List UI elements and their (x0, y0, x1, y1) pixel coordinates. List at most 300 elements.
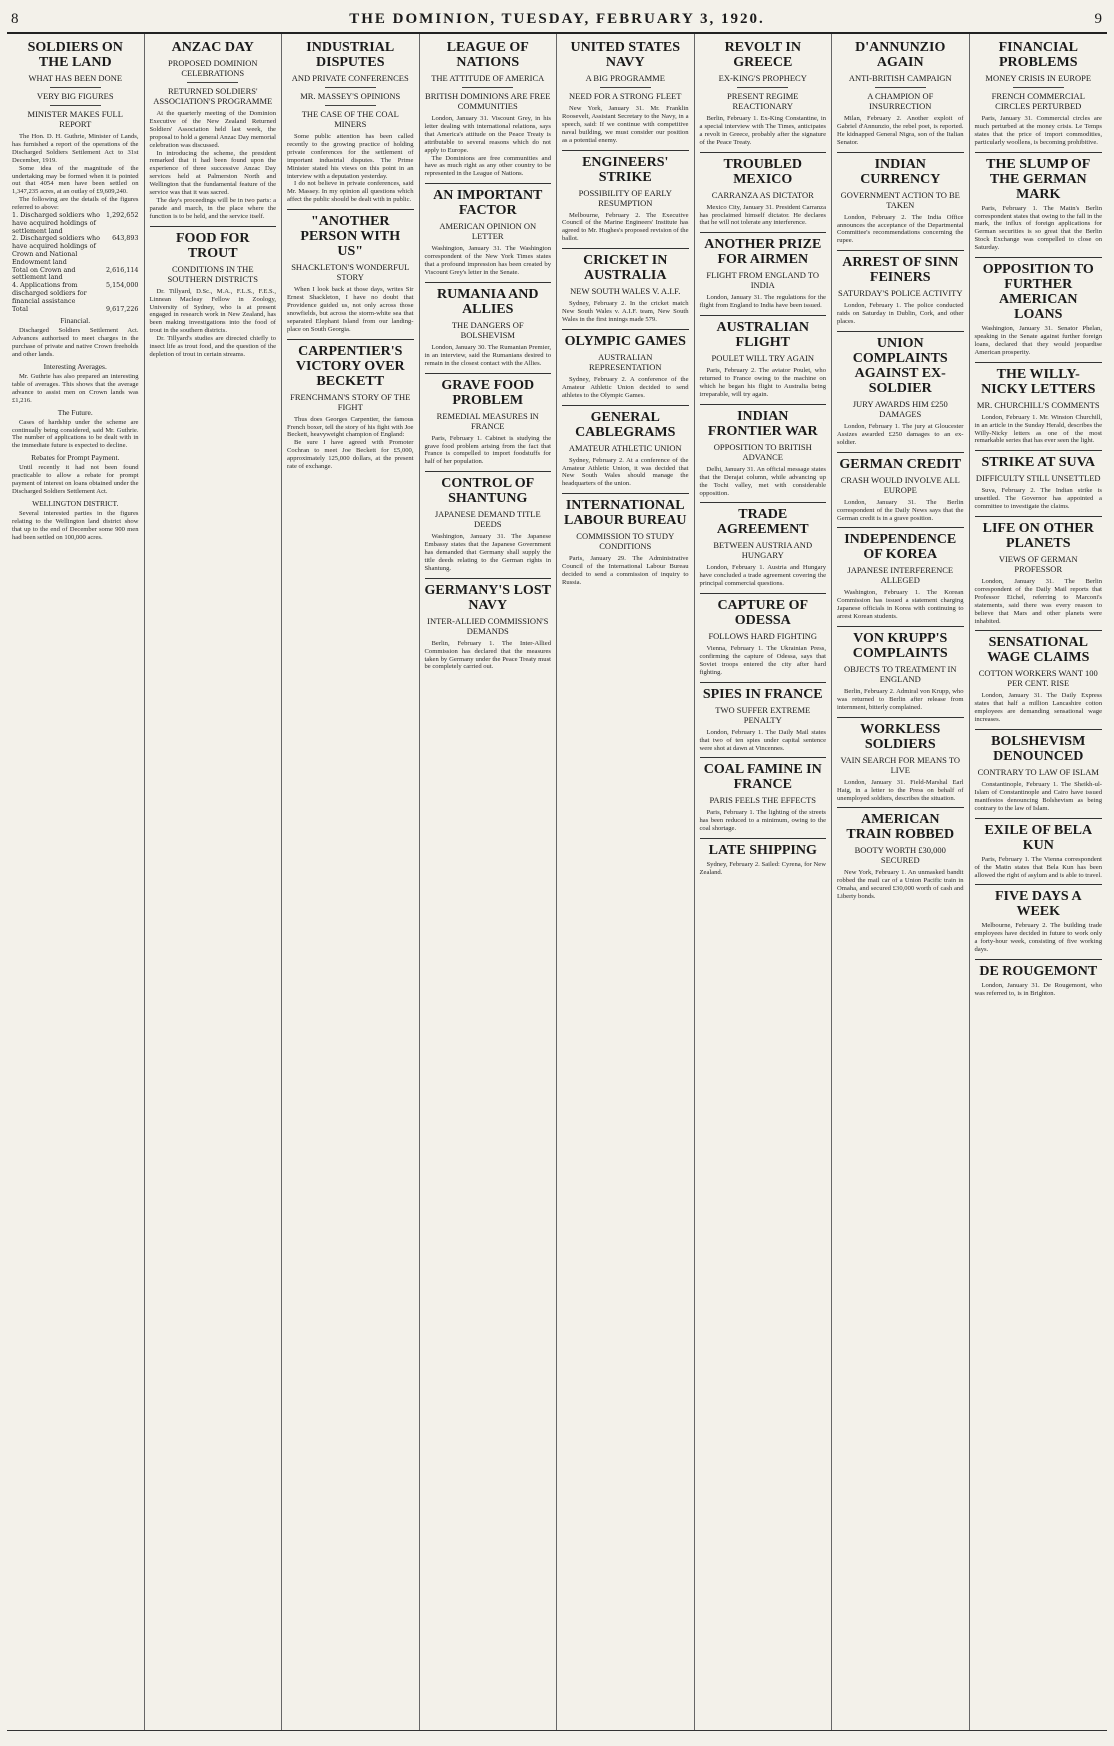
article-subhead: A CHAMPION OF INSURRECTION (867, 91, 934, 111)
article-headline: STRIKE AT SUVA (981, 455, 1096, 471)
article-subhead: VAIN SEARCH FOR MEANS TO LIVE (840, 754, 960, 775)
article (837, 250, 964, 326)
article-divider (837, 331, 964, 332)
article-subhead: FRENCH COMMERCIAL CIRCLES PERTURBED (991, 91, 1085, 111)
article (287, 209, 414, 333)
section-heading: Financial. (60, 316, 91, 326)
article (837, 626, 964, 712)
article-divider (700, 502, 827, 503)
article-body (975, 325, 1103, 357)
column-3 (282, 34, 420, 1730)
paragraph: Discharged Soldiers Settlement Act. Advances authorised to meet charges in the purchase of private and native Crown freeholds and other lands. (12, 327, 139, 359)
paragraph: The Hon. D. H. Guthrie, Minister of Lands, has furnished a report of the operations of the Discharged Soldiers Settlement Act to 31st December, 1919. (12, 133, 139, 164)
article-headline: INDIAN CURRENCY (860, 156, 941, 187)
article-body (562, 105, 689, 145)
section-heading: Interesting Averages. (43, 362, 107, 372)
article-divider (975, 450, 1103, 451)
subhead-rule (737, 87, 788, 88)
article-divider (287, 209, 414, 210)
article (975, 40, 1103, 147)
article-headline: OLYMPIC GAMES (564, 333, 686, 349)
masthead-title: THE DOMINION, TUESDAY, FEBRUARY 3, 1920. (349, 11, 765, 27)
article-divider (975, 884, 1103, 885)
paragraph: Berlin, February 1. The Inter-Allied Commission has declared that the measures taken by Germany under the Peace Treaty must be completely carried out. (424, 639, 551, 671)
paragraph: Paris, January 31. Commercial circles are much perturbed at the money crisis. Le Temps states that the price of import commodities, particularly woollens, is becoming prohibitive. (974, 115, 1102, 146)
article-headline: D'ANNUNZIO AGAIN (855, 40, 946, 70)
article-body (425, 435, 552, 467)
article-divider (700, 757, 827, 758)
article (975, 729, 1103, 813)
article-divider (425, 282, 552, 283)
article-divider (700, 838, 827, 839)
paragraph: London, February 2. The India Office announces the acceptance of the Departmental Committee's recommendations concerning the rupee. (837, 213, 964, 245)
article-headline: WORKLESS SOLDIERS (860, 721, 941, 752)
article-body (700, 294, 827, 310)
article-divider (700, 404, 827, 405)
column-1 (7, 34, 145, 1730)
article-headline: LATE SHIPPING (708, 843, 817, 859)
article-divider (425, 471, 552, 472)
article (700, 502, 827, 588)
article-subhead: BRITISH DOMINIONS ARE FREE COMMUNITIES (425, 91, 551, 111)
paragraph: The Dominions are free communities and have as much right as any other country to be represented in the League of Nations. (424, 154, 551, 178)
article-headline: OPPOSITION TO FURTHER AMERICAN LOANS (982, 262, 1094, 323)
article-subhead: BOOTY WORTH £30,000 SECURED (854, 845, 946, 866)
paragraph: Delhi, January 31. An official message states that the Derajat column, while advancing up the Tochi valley, met with considerable opposition. (699, 465, 826, 497)
article-subhead: MINISTER MAKES FULL REPORT (27, 109, 123, 129)
article-body (975, 578, 1103, 625)
article-subhead: BETWEEN AUSTRIA AND HUNGARY (713, 540, 813, 561)
paragraph: Berlin, February 1. Ex-King Constantine, in a special interview with The Times, anticipates a revolt in Greece, probably after the signature of the Peace Treaty. (699, 115, 826, 146)
paragraph: London, February 1. The police conducted raids on Saturday in Dublin, Cork, and other places. (837, 302, 964, 326)
article-headline: INDUSTRIAL DISPUTES (306, 40, 395, 70)
article-body (837, 688, 964, 712)
page-number-left: 8 (11, 11, 20, 27)
article-body (975, 922, 1103, 954)
article-body (425, 245, 552, 277)
article-divider (287, 339, 414, 340)
article-subhead: POSSIBILITY OF EARLY RESUMPTION (578, 187, 672, 208)
article-body (562, 212, 689, 244)
paragraph: London, February 1. Mr. Winston Churchill, in an article in the Sunday Herald, describes the Willy-Nicky letters as one of the most remarkable series that has ever seen the light. (974, 413, 1102, 445)
article-divider (700, 315, 827, 316)
table-label: 4. Applications from discharged soldiers for financial assistance (12, 281, 87, 305)
article (150, 40, 277, 221)
article-headline: INDIAN FRONTIER WAR (707, 408, 818, 439)
article (837, 331, 964, 447)
article (562, 40, 689, 145)
article-subhead: NEW SOUTH WALES V. A.I.F. (570, 286, 681, 297)
paragraph: Washington, February 1. The Korean Commission has issued a statement charging Japanese officials in Korea with continuing to arrest Korean students. (837, 589, 964, 621)
paragraph: Washington, January 31. Senator Phelan, speaking in the Senate against further foreign loans, declared that they would jeopardise American prosperity. (974, 325, 1102, 356)
article-divider (150, 226, 277, 227)
article (975, 959, 1103, 998)
article (975, 630, 1103, 724)
subhead-rule (187, 82, 238, 83)
article-headline: LIFE ON OTHER PLANETS (982, 521, 1094, 552)
article-divider (425, 578, 552, 579)
paragraph: London, February 1. The Daily Mail states that two of ten spies under capital sentence were shot at dawn at Vincennes. (699, 728, 826, 752)
paragraph: In introducing the scheme, the president remarked that it had been found upon the experience of three successive Anzac Day services held at Palmerston North and Wellington that the fundamental feature of the service was that it was sacred. (149, 149, 276, 197)
section-heading: WELLINGTON DISTRICT. (32, 498, 119, 508)
article-divider (700, 152, 827, 153)
article (837, 807, 964, 901)
article-headline: THE WILLY-NICKY LETTERS (981, 366, 1096, 397)
article-body (700, 861, 827, 877)
article-subhead: AND PRIVATE CONFERENCES (291, 73, 409, 83)
article-body (425, 640, 552, 672)
article-subhead: THE ATTITUDE OF AMERICA (431, 73, 545, 83)
article-divider (837, 807, 964, 808)
article (425, 373, 552, 467)
article (975, 257, 1103, 357)
article-body (837, 779, 964, 803)
paragraph: London, January 31. The Daily Express states that half a million Lancashire cotton employees are demanding sensational wage increases. (974, 692, 1102, 724)
paragraph: Melbourne, February 2. The building trade employees have decided in future to work only a forty-hour week, consisting of five working days. (974, 922, 1102, 954)
article-subhead: INTER-ALLIED COMMISSION'S DEMANDS (427, 615, 549, 636)
article-subhead: NEED FOR A STRONG FLEET (569, 91, 682, 101)
article-body (975, 205, 1103, 252)
article-headline: BOLSHEVISM DENOUNCED (991, 734, 1086, 765)
paragraph: London, January 31. The Berlin correspondent of the Daily Mail reports that Professor Eichel, referring to Marconi's statements, said there was every reason to believe that Mars and other planets were inhabited. (974, 578, 1102, 625)
column-4 (420, 34, 558, 1730)
article-divider (837, 717, 964, 718)
paragraph: Paris, February 1. Cabinet is studying the grave food problem arising from the fact that France is compelled to import foodstuffs for half of her population. (424, 434, 551, 466)
paragraph: Cases of hardship under the scheme are continually being considered, said Mr. Guthrie. The number of applications to be dealt with in the immediate future is expected to decline. (12, 418, 139, 450)
paragraph: Suva, February 2. The Indian strike is unsettled. The Governor has appointed a committee to investigate the claims. (974, 487, 1102, 511)
paragraph: At the quarterly meeting of the Dominion Executive of the New Zealand Returned Soldiers' Association held last week, the proposal to hold a general Anzac Day memorial celebration was discussed. (149, 110, 276, 149)
paragraph: Until recently it had not been found practicable to allow a rebate for prompt payment of interest on loans obtained under the Discharged Soldiers Settlement Act. (12, 464, 139, 496)
article-subhead: AMERICAN OPINION ON LETTER (439, 221, 537, 242)
article-body (12, 133, 139, 212)
article-body (975, 856, 1103, 880)
article (12, 40, 139, 542)
article-headline: TRADE AGREEMENT (716, 507, 809, 538)
article-subhead: CRASH WOULD INVOLVE ALL EUROPE (840, 474, 960, 495)
article-headline: LEAGUE OF NATIONS (446, 40, 529, 70)
table-value: 5,154,000 (105, 281, 139, 290)
paragraph: Milan, February 2. Another exploit of Gabriel d'Annunzio, the rebel poet, is reported. He kidnapped General Nigra, son of the Italian Senator. (837, 115, 964, 146)
article (700, 152, 827, 228)
article-divider (975, 152, 1103, 153)
article-body (700, 466, 827, 498)
paragraph: Thus does Georges Carpentier, the famous French boxer, tell the story of his fight with Joe Beckett, heavyweight champion of England: (287, 415, 414, 439)
article (425, 40, 552, 178)
article (425, 578, 552, 672)
article (837, 40, 964, 147)
article (700, 757, 827, 833)
article (975, 152, 1103, 252)
article-headline: GENERAL CABLEGRAMS (575, 409, 676, 440)
paragraph: Be sure I have agreed with Promoter Cochran to meet Joe Beckett for £5,000, approximately 125,000 dollars, at the present rate of exchange. (287, 439, 414, 471)
article-headline: GERMAN CREDIT (839, 456, 962, 472)
paragraph: London, January 31. The Berlin correspondent of the Daily News says that the German credit is in a grave position. (837, 498, 964, 522)
column-7 (832, 34, 970, 1730)
article-divider (975, 630, 1103, 631)
article-divider (700, 593, 827, 594)
article-divider (562, 493, 689, 494)
paragraph: The day's proceedings will be in two parts: a parade and march, in the place where the function is to be held, and the service itself. (149, 196, 276, 220)
paragraph: London, February 1. The jury at Gloucester Assizes awarded £250 damages to an ex-soldier. (837, 422, 964, 446)
article-headline: CAPTURE OF ODESSA (717, 598, 809, 629)
table-value: 9,617,226 (105, 304, 139, 313)
article-body (700, 115, 827, 147)
article (562, 329, 689, 400)
article (425, 471, 552, 573)
article-subhead: THE DANGERS OF BOLSHEVISM (451, 319, 524, 340)
article-body (837, 869, 964, 901)
article-body (425, 344, 552, 368)
article-headline: AUSTRALIAN FLIGHT (716, 320, 810, 351)
paragraph: Sydney, February 2. In the cricket match New South Wales v. A.I.F. team, New South Wales in the first innings made 579. (562, 300, 689, 323)
article-body (975, 414, 1103, 446)
article (287, 40, 414, 204)
article-headline: UNION COMPLAINTS AGAINST EX-SOLDIER (852, 335, 948, 396)
paragraph: Washington, January 31. The Washington correspondent of the New York Times states that a profound impression has been created by Viscount Grey's letter in the Senate. (424, 245, 551, 276)
column-2 (145, 34, 283, 1730)
article-subhead: AMATEUR ATHLETIC UNION (568, 442, 682, 453)
article-divider (562, 248, 689, 249)
article-headline: COAL FAMINE IN FRANCE (703, 762, 822, 793)
page-number-right: 9 (1094, 11, 1103, 27)
article-body (837, 589, 964, 621)
article-subhead: PRESENT REGIME REACTIONARY (727, 91, 799, 111)
paragraph: When I look back at those days, writes Sir Ernest Shackleton, I have no doubt that Providence guided us, not only across those snowfields, but across the storm-white sea that separated Elephant Island from our landing-place on South Georgia. (287, 286, 414, 333)
subhead-rule (50, 105, 101, 106)
table-row (12, 282, 139, 305)
article-body (150, 110, 277, 221)
article-body (975, 982, 1103, 998)
article-headline: INDEPENDENCE OF KOREA (844, 532, 957, 563)
article-subhead: A BIG PROGRAMME (585, 73, 665, 83)
article-headline: ARREST OF SINN FEINERS (842, 255, 959, 286)
article (837, 717, 964, 803)
article-subhead: JAPANESE INTERFERENCE ALLEGED (847, 565, 954, 586)
article-headline: THE SLUMP OF THE GERMAN MARK (986, 156, 1091, 202)
paragraph: Berlin, February 2. Admiral von Krupp, who was returned to Berlin after release from internment, bitterly complained. (837, 688, 964, 711)
paragraph: Some idea of the magnitude of the undertaking may be formed when it is pointed out that 4054 men have been settled on 1,347,235 acres, at an outlay of £9,609,240. (12, 164, 139, 196)
paragraph: Washington, January 31. The Japanese Embassy states that the Japanese Government has demanded that Germany shall supply the title deeds relating to the German rights in Shantung. (424, 533, 551, 572)
article-body (700, 809, 827, 833)
article-body (700, 564, 827, 588)
article-divider (975, 818, 1103, 819)
article-headline: GERMANY'S LOST NAVY (424, 582, 551, 613)
article-subhead: TWO SUFFER EXTREME PENALTY (715, 704, 811, 725)
section-body (12, 373, 139, 405)
article-headline: REVOLT IN GREECE (724, 40, 801, 70)
subhead-rule (875, 87, 926, 88)
table-row (12, 267, 139, 283)
article-subhead: CONTRARY TO LAW OF ISLAM (977, 767, 1099, 778)
article-body (837, 115, 964, 147)
paragraph: Constantinople, February 1. The Sheikh-ul-Islam of Constantinople and Cairo have issued manifestos denouncing Bolshevism as being contrary to the law of Islam. (974, 781, 1102, 812)
article-body (837, 423, 964, 447)
paragraph: Paris, February 2. The aviator Poulet, who returned to France owing to the machine on which he began his flight to Australia being irreparable, will try again. (699, 367, 826, 398)
article-headline: DE ROUGEMONT (979, 964, 1098, 980)
article-body (150, 288, 277, 359)
paragraph: Vienna, February 1. The Ukrainian Press, confirming the capture of Odessa, says that Soviet troops entered the city after hard fighting. (699, 645, 826, 676)
newspaper-page (7, 4, 1107, 1734)
column-8 (970, 34, 1108, 1730)
article-body (975, 781, 1103, 813)
article-body (700, 729, 827, 753)
article (700, 232, 827, 310)
article-subhead: COTTON WORKERS WANT 100 PER CENT. RISE (978, 668, 1098, 689)
paragraph: New York, February 1. An unmasked bandit robbed the mail car of a Union Pacific train in Omaha, and secured £30,000 worth of cash and Liberty bonds. (837, 869, 964, 901)
article (837, 152, 964, 246)
article-subhead: MR. CHURCHILL'S COMMENTS (976, 399, 1100, 410)
article-subhead: OBJECTS TO TREATMENT IN ENGLAND (844, 664, 957, 685)
paragraph: London, January 30. The Rumanian Premier, in an interview, said the Rumanians desired to remain in the closest contact with the Allies. (424, 343, 551, 367)
article-divider (700, 682, 827, 683)
article-divider (837, 527, 964, 528)
article-subhead: VERY BIG FIGURES (36, 91, 114, 101)
article-headline: FOOD FOR TROUT (176, 230, 250, 261)
paragraph: Paris, February 1. The Vienna correspondent of the Matin states that Bela Kun has been allowed the right of asylum and is able to travel. (974, 855, 1102, 879)
article-subhead: CARRANZA AS DICTATOR (711, 189, 814, 200)
article-headline: INTERNATIONAL LABOUR BUREAU (563, 498, 687, 529)
article-subhead: PARIS FEELS THE EFFECTS (709, 795, 816, 806)
article-body (700, 645, 827, 677)
paragraph: London, January 31. Field-Marshal Earl Haig, in a letter to the Press on behalf of unemployed soldiers, describes the situation. (837, 778, 964, 802)
paragraph: The following are the details of the figures referred to above: (12, 196, 139, 212)
article (562, 248, 689, 324)
article-body (975, 115, 1103, 147)
paragraph: Several interested parties in the figures relating to the Wellington land district show that up to the end of December some 900 men had been settled on 100,000 acres. (12, 509, 139, 541)
article-divider (562, 405, 689, 406)
article-headline: RUMANIA AND ALLIES (437, 286, 539, 317)
article (975, 884, 1103, 954)
article-subhead: POULET WILL TRY AGAIN (711, 353, 815, 364)
article (700, 315, 827, 399)
table-label: 1. Discharged soldiers who have acquired holdings of settlement land (12, 211, 101, 235)
article (975, 362, 1103, 446)
article-subhead: MR. MASSEY'S OPINIONS (300, 91, 401, 101)
table-label: 2. Discharged soldiers who have acquired holdings of Crown and National Endowment land (12, 234, 101, 266)
paragraph: London, January 31. Viscount Grey, in his letter dealing with international relations, says that America's attitude on the Peace Treaty is attributable to several reasons which do not apply to Europe. (424, 115, 551, 154)
article-body (287, 133, 414, 204)
article-subhead: WHAT HAS BEEN DONE (28, 73, 123, 83)
article-headline: FINANCIAL PROBLEMS (998, 40, 1078, 70)
columns-container (7, 34, 1107, 1731)
paragraph: Mexico City, January 31. President Carranza has proclaimed himself dictator. He declares that he will not tolerate any interference. (699, 203, 826, 227)
paragraph: Paris, February 1. The lighting of the streets has been reduced to a minimum, owing to the coal shortage. (699, 809, 826, 833)
article-headline: VON KRUPP'S COMPLAINTS (852, 631, 948, 662)
article (700, 593, 827, 677)
article-subhead: RETURNED SOLDIERS' ASSOCIATION'S PROGRAMME (153, 86, 273, 106)
article (562, 493, 689, 587)
article-subhead: EX-KING'S PROPHECY (718, 73, 807, 83)
article-divider (975, 362, 1103, 363)
paragraph: London, January 31. De Rougemont, who was referred to, is in Brighton. (974, 982, 1102, 997)
subhead-rule (1013, 87, 1064, 88)
article-headline: SOLDIERS ON THE LAND (27, 40, 123, 70)
article-headline: EXILE OF BELA KUN (984, 822, 1093, 853)
article-subhead: CONDITIONS IN THE SOUTHERN DISTRICTS (167, 263, 258, 284)
article-headline: UNITED STATES NAVY (570, 40, 681, 70)
paragraph: Some public attention has been called recently to the growing practice of holding private conferences for the settlement of important industrial disputes. The Prime Minister stated his views on this point in an interview with a deputation yesterday. (287, 133, 414, 180)
article-headline: CARPENTIER'S VICTORY OVER BECKETT (295, 343, 405, 389)
article-body (562, 457, 689, 489)
article (287, 339, 414, 471)
table-label: Total on Crown and settlement land (12, 265, 76, 282)
article-headline: AN IMPORTANT FACTOR (433, 188, 543, 219)
article-subhead: AUSTRALIAN REPRESENTATION (588, 351, 662, 372)
article-headline: "ANOTHER PERSON WITH US" (300, 214, 401, 260)
article-headline: SENSATIONAL WAGE CLAIMS (987, 635, 1090, 666)
article-body (425, 115, 552, 178)
subhead-rule (462, 87, 513, 88)
table-row (12, 306, 139, 314)
table-value: 2,616,114 (105, 265, 139, 274)
article (975, 450, 1103, 511)
article (700, 838, 827, 877)
article-headline: CRICKET IN AUSTRALIA (583, 253, 668, 284)
article-body (562, 300, 689, 324)
paragraph: I do not believe in private conferences, said Mr. Massey. In my opinion all questions which affect the public should be dealt with in public. (287, 180, 414, 204)
article-body (975, 692, 1103, 724)
article-divider (975, 516, 1103, 517)
subhead-rule (50, 87, 101, 88)
table-row (12, 212, 139, 235)
article-subhead: SATURDAY'S POLICE ACTIVITY (838, 288, 963, 299)
paragraph: Sydney, February 2. Sailed: Cyrena, for New Zealand. (699, 861, 826, 877)
section-heading: The Future. (57, 407, 93, 417)
article-divider (700, 232, 827, 233)
article (700, 682, 827, 753)
article-body (562, 555, 689, 587)
article-body (975, 487, 1103, 511)
article-subhead: PROPOSED DOMINION CELEBRATIONS (168, 58, 258, 78)
article-subhead: MONEY CRISIS IN EUROPE (985, 73, 1092, 83)
article (700, 404, 827, 498)
article-divider (975, 959, 1103, 960)
subhead-rule (600, 87, 651, 88)
section-body (12, 464, 139, 496)
masthead (7, 4, 1107, 34)
article-headline: ANZAC DAY (171, 40, 254, 55)
paragraph: London, January 31. The regulations for the flight from England to India have been issued. (699, 294, 826, 310)
article-divider (837, 250, 964, 251)
article-body (837, 302, 964, 326)
table-row (12, 235, 139, 266)
article-subhead: GOVERNMENT ACTION TO BE TAKEN (840, 189, 960, 210)
article-body (837, 214, 964, 246)
paragraph: Melbourne, February 2. The Executive Council of the Marine Engineers' Institute has agreed to Mr. Hughes's proposed revision of the ballot. (562, 211, 689, 243)
figures-table (12, 212, 139, 313)
article-subhead: OPPOSITION TO BRITISH ADVANCE (713, 441, 812, 462)
article-headline: FIVE DAYS A WEEK (994, 889, 1082, 920)
table-label: Total (12, 304, 29, 313)
article-subhead: FLIGHT FROM ENGLAND TO INDIA (706, 270, 820, 291)
article-body (700, 204, 827, 228)
article-subhead: JAPANESE DEMAND TITLE DEEDS (434, 509, 541, 530)
article (837, 452, 964, 523)
article-headline: SPIES IN FRANCE (702, 686, 823, 702)
article (837, 527, 964, 621)
table-value: 643,893 (112, 234, 139, 243)
paragraph: Sydney, February 2. At a conference of the Amateur Athletic Union, it was decided that New South Wales should manage the headquarters of the union. (562, 456, 689, 488)
paragraph: Paris, February 1. The Matin's Berlin correspondent states that owing to the fall in the mark, the influx of foreign applications for German securities is so great that the Berlin Stock Exchange was compelled to close on Saturday. (974, 204, 1102, 252)
article-divider (425, 183, 552, 184)
article (425, 183, 552, 277)
article-subhead: VIEWS OF GERMAN PROFESSOR (998, 554, 1078, 575)
article-body (837, 499, 964, 523)
article-divider (975, 729, 1103, 730)
article (975, 818, 1103, 880)
article-divider (837, 626, 964, 627)
article-body (287, 286, 414, 333)
